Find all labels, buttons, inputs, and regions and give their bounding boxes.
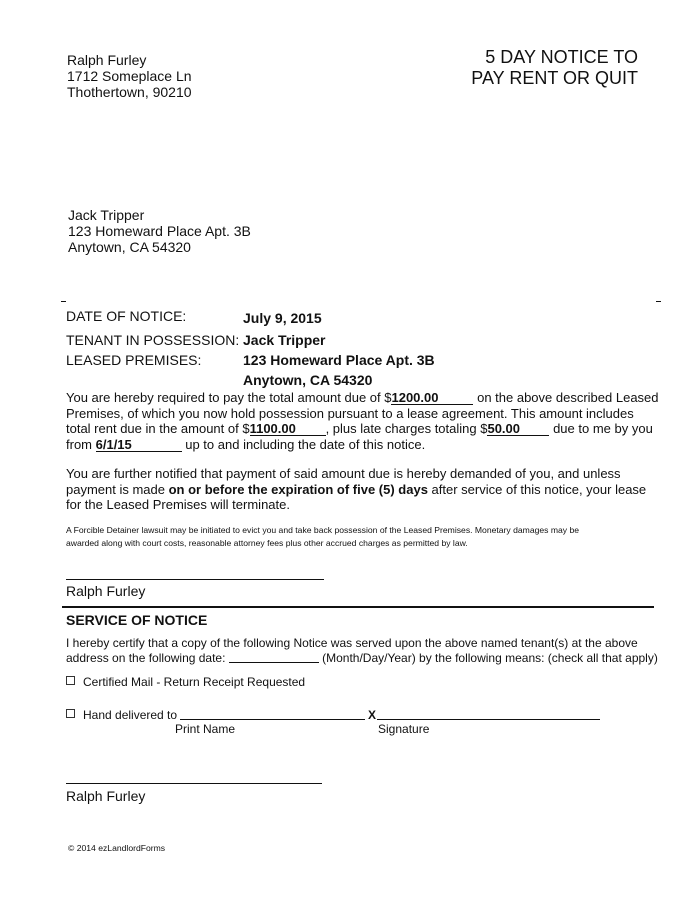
tenant-address2: Anytown, CA 54320 xyxy=(68,239,191,255)
total-due-field: 1200.00 xyxy=(391,392,473,405)
date-label: DATE OF NOTICE: xyxy=(66,308,187,324)
tenant-address-block xyxy=(68,207,251,255)
landlord-signature-name: Ralph Furley xyxy=(66,583,146,599)
server-signature-name: Ralph Furley xyxy=(66,788,146,804)
text: address on the following date: xyxy=(66,651,229,665)
rent-due-field: 1100.00 xyxy=(250,423,326,436)
signature-field[interactable] xyxy=(377,719,600,720)
text: , plus late charges totaling $ xyxy=(325,421,488,436)
copyright: © 2014 ezLandlordForms xyxy=(68,843,166,853)
title-line2: PAY RENT OR QUIT xyxy=(471,68,638,88)
tenant-label: TENANT IN POSSESSION: xyxy=(66,332,240,348)
fine-print xyxy=(66,524,579,550)
tenant-address1: 123 Homeward Place Apt. 3B xyxy=(68,223,251,239)
print-name-field[interactable] xyxy=(180,708,365,720)
x-mark: X xyxy=(368,708,377,722)
service-text xyxy=(66,636,658,666)
tenant-value: Jack Tripper xyxy=(243,332,326,348)
payment-paragraph xyxy=(66,390,659,452)
text: after service of this notice, your lease xyxy=(427,481,647,497)
premises-value1: 123 Homeward Place Apt. 3B xyxy=(243,352,435,368)
premises-label: LEASED PREMISES: xyxy=(66,352,202,368)
service-date-field[interactable] xyxy=(229,651,319,663)
checkbox[interactable] xyxy=(66,676,75,685)
print-name-label: Print Name xyxy=(175,722,236,736)
text: A Forcible Detainer lawsuit may be initiated to evict you and take back possession of the Leased Premises. Monetary damages may be xyxy=(66,525,580,535)
landlord-address1: 1712 Someplace Ln xyxy=(67,68,192,84)
text: I hereby certify that a copy of the following Notice was served upon the above named tenant(s) at the above xyxy=(66,636,638,650)
bold-text: on or before the expiration of five (5) days xyxy=(168,481,428,497)
late-charges-field: 50.00 xyxy=(487,423,549,436)
signature-label: Signature xyxy=(378,722,430,736)
text: Premises, of which you now hold possession pursuant to a lease agreement. This amount includes xyxy=(66,405,634,421)
tenant-name: Jack Tripper xyxy=(68,207,145,223)
text: from xyxy=(66,436,96,452)
text: due to me by you xyxy=(549,421,653,436)
text: up to and including the date of this notice. xyxy=(181,436,426,452)
text: on the above described Leased xyxy=(473,390,659,405)
premises-value2: Anytown, CA 54320 xyxy=(243,372,373,388)
text: You are hereby required to pay the total amount due of $ xyxy=(66,390,392,405)
text: awarded along with court costs, reasonable attorney fees plus other accrued charges as permitted by law. xyxy=(66,538,468,548)
option-certified-mail[interactable] xyxy=(66,675,305,690)
section-divider xyxy=(62,606,654,608)
demand-paragraph xyxy=(66,466,646,513)
signature-line xyxy=(66,783,322,784)
from-date-field: 6/1/15 xyxy=(96,439,182,452)
landlord-name: Ralph Furley xyxy=(67,52,147,68)
text: You are further notified that payment of said amount due is hereby demanded of you, and unless xyxy=(66,466,621,481)
service-heading: SERVICE OF NOTICE xyxy=(66,612,208,628)
checkbox[interactable] xyxy=(66,709,75,718)
document-title xyxy=(471,47,638,89)
option-label: Certified Mail - Return Receipt Requested xyxy=(83,675,306,689)
option-label: Hand delivered to xyxy=(83,708,181,722)
signature-line xyxy=(66,579,324,580)
landlord-address2: Thothertown, 90210 xyxy=(67,84,192,100)
title-line1: 5 DAY NOTICE TO xyxy=(485,47,638,67)
margin-mark xyxy=(656,301,661,302)
landlord-block xyxy=(67,52,192,100)
text: for the Leased Premises will terminate. xyxy=(66,497,290,512)
text: payment is made xyxy=(66,481,169,497)
text: (Month/Day/Year) by the following means: (check all that apply) xyxy=(318,651,658,665)
date-value: July 9, 2015 xyxy=(243,310,322,326)
option-hand-delivered[interactable] xyxy=(66,708,365,723)
margin-mark xyxy=(61,301,66,302)
text: total rent due in the amount of $ xyxy=(66,421,250,436)
